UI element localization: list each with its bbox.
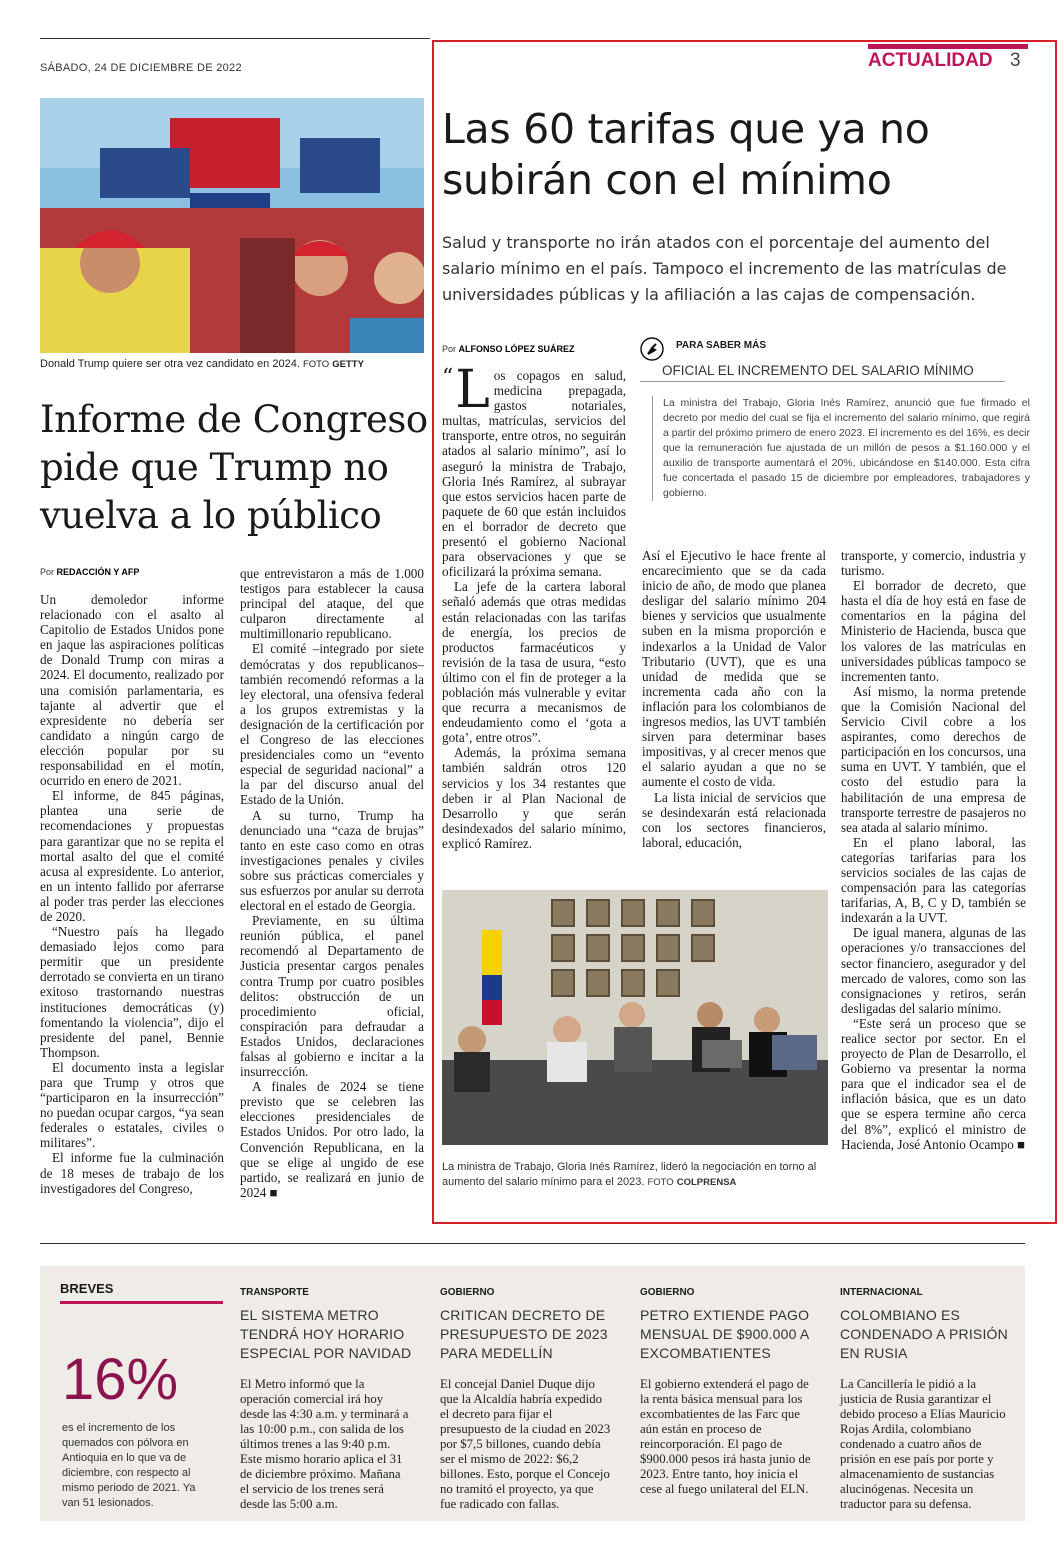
brief-item: [440, 1266, 612, 1512]
paragraph: Previamente, en su última reunión pública, el panel recomendó al Departamento de Justicia presentar cargos penales contra Trump por cuatro posibles delitos: obstrucción de un procedimiento oficial, conspiración para defraudar a Estados Unidos, declaraciones falsas al gobierno e incitar a la insurrección.: [240, 913, 424, 1080]
section-bar: [868, 44, 1028, 49]
paragraph: Además, la próxima semana también saldrán otros 120 servicios y los 34 restantes que deben ir al Plan Nacional de Desarrollo y que serán desindexados del salario mínimo, explicó Ramírez.: [442, 745, 626, 851]
photo-credit: COLPRENSA: [676, 1177, 737, 1188]
brief-kicker: TRANSPORTE: [240, 1287, 309, 1298]
breves-bar: [60, 1301, 223, 1304]
photo-caption: [40, 358, 430, 370]
left-col-2: [240, 566, 424, 1200]
main-headline: Las 60 tarifas que ya no subirán con el mínimo: [442, 105, 930, 204]
paragraph: “Nuestro país ha llegado demasiado lejos como para permitir que un presidente derrotado se convierta en un tirano exitoso trastornando nuestras instituciones democráticas (y) fomentando la violencia”, dijo el presidente del panel, Bennie Thompson.: [40, 924, 224, 1060]
sidebar-box: [640, 340, 1030, 501]
sidebar-title: OFICIAL EL INCREMENTO DEL SALARIO MÍNIMO: [640, 363, 1005, 382]
brief-title: COLOMBIANO ES CONDENADO A PRISIÓN EN RUSIA: [840, 1307, 1008, 1361]
photo-credit-prefix: FOTO: [302, 359, 330, 370]
brief-item: [640, 1266, 812, 1497]
sidebar-label: PARA SABER MÁS: [676, 340, 767, 351]
trump-rally-photo: [40, 98, 424, 353]
paragraph: Así el Ejecutivo le hace frente al encarecimiento que se da cada inicio de año, de modo que planea desligar del salario mínimo 204 bienes y servicios que usualmente suben en la misma proporción e indexarlos a la Unidad de Valor Tributario (UVT), que es una unidad de medida que se incrementa cada año con la inflación para los colombianos de ingresos medios, las UVT también sirven para determinar bases impositivas, y al crecer menos que el salario ayudan a que no se aumente el costo de vida.: [642, 548, 826, 790]
breves-section: [40, 1266, 1025, 1521]
paragraph: Un demoledor informe relacionado con el asalto al Capitolio de Estados Unidos pone en jaque las aspiraciones políticas de Donald Trump con miras a 2024. El documento, realizado por una comisión parlamentaria, es tajante al advertir que el expresidente no debería ser candidato a ningún cargo de elección popular por su responsabilidad en el motín, ocurrido en enero de 2021.: [40, 592, 224, 789]
big-number: 16%: [62, 1347, 179, 1412]
brief-text: El gobierno extenderá el pago de la renta básica mensual para los excombatientes de las Farc que aún están en proceso de reincorporación. El pago de $900.000 pesos irá hasta junio de 2023. Entre tanto, hoy inicia el cese al fuego unilateral del ELN.: [640, 1377, 811, 1496]
brief-kicker: GOBIERNO: [440, 1287, 495, 1298]
brief-title: CRITICAN DECRETO DE PRESUPUESTO DE 2023 PARA MEDELLÍN: [440, 1307, 608, 1361]
section-label: ACTUALIDAD: [868, 50, 993, 71]
paragraph: El informe, de 845 páginas, plantea una serie de recomendaciones y propuestas para garantizar que no se repita el mortal asalto del que el comité acusa al expresidente. Lo anterior, en un intento fallido por aferrarse al poder tras perder las elecciones de 2020.: [40, 788, 224, 924]
quote-mark: “: [442, 365, 454, 390]
brief-text: El Metro informó que la operación comercial irá hoy desde las 4:30 a.m. y terminará a las 10:00 p.m., con salida de los últimos trenes a las 9:40 p.m. Este mismo horario aplica el 31 de diciembre próximo. Mañana el servicio de los trenes será desde las 5:00 a.m.: [240, 1377, 409, 1511]
breves-label: BREVES: [60, 1281, 114, 1296]
brief-kicker: GOBIERNO: [640, 1287, 695, 1298]
paragraph: De igual manera, algunas de las operaciones y/o transacciones del sector financiero, asegurador y del mercado de valores, como son las consignaciones y retiros, serán desligadas del salario mínimo.: [841, 925, 1026, 1016]
paragraph: transporte, y comercio, industria y turismo.: [841, 548, 1026, 579]
caption-text: La ministra de Trabajo, Gloria Inés Ramírez, lideró la negociación en torno al aumento del salario mínimo para el 2023.: [442, 1161, 817, 1188]
paragraph: que entrevistaron a más de 1.000 testigos para establecer la causa principal del ataque, del que culparon directamente al multimillonario republicano.: [240, 566, 424, 642]
paragraph: La lista inicial de servicios que se desindexarán está relacionada con los sectores financieros, laboral, educación,: [642, 789, 826, 850]
brief-item: [840, 1266, 1012, 1512]
paragraph: El comité –integrado por siete demócratas y dos republicanos– también recomendó reformas a la ley electoral, una ofensiva federal a los grupos extremistas y la designación de la certificación por el Congreso de las elecciones presidenciales como un “evento especial de seguridad nacional” a la par del discurso anual del Estado de la Unión.: [240, 641, 424, 808]
paragraph: El borrador de decreto, que hasta el día de hoy está en fase de comentarios en la página del Ministerio de Hacienda, busca que los valores de las matrículas en universidades públicas tampoco se incrementen tanto.: [841, 578, 1026, 684]
left-headline: Informe de Congreso pide que Trump no vuelva a lo público: [40, 398, 428, 537]
big-number-text: es el incremento de los quemados con pólvora en Antioquia en lo que va de diciembre, con respecto al mismo periodo de 2021. Ya van 51 lesionados.: [62, 1422, 196, 1509]
section-rule: [40, 1243, 1025, 1244]
paragraph: “Este será un proceso que se realice sector por sector. En el proyecto de Plan de Desarrollo, el Gobierno va presentar la norma para que el indicador sea el de inflación básica, que es un dato que se espera termine año cerca del 8%”, explicó el ministro de Hacienda, José Antonio Ocampo ■: [841, 1015, 1026, 1152]
drop-cap: L: [455, 360, 490, 420]
brief-title: PETRO EXTIENDE PAGO MENSUAL DE $900.000 A EXCOMBATIENTES: [640, 1307, 810, 1361]
main-byline: [442, 344, 575, 354]
main-col-1: [442, 360, 626, 851]
brief-text: El concejal Daniel Duque dijo que la Alcaldía habría expedido el decreto para fijar el presupuesto de la ciudad en 2023 por $7,5 billones, cuando debía ser el mismo de 2022: $6,2 billones. Esto, porque el Concejo no tramitó el proyecto, ya que fue radicado con fallas.: [440, 1377, 611, 1511]
byline-author: REDACCIÓN Y AFP: [56, 567, 140, 577]
main-photo-caption: [442, 1160, 826, 1190]
brief-kicker: INTERNACIONAL: [840, 1287, 923, 1298]
left-col-1: [40, 592, 224, 1196]
main-col-2: [642, 548, 826, 850]
main-col-3: [841, 548, 1026, 1152]
paragraph: Así mismo, la norma pretende que la Comisión Nacional del Servicio Civil cobre a los aspirantes, como derechos de participación en los concursos, una suma en UVT. Y también, que el costo del estudio para la habilitación de una empresa de transporte terrestre de pasajeros no sea atada al salario mínimo.: [841, 683, 1026, 835]
sidebar-body: La ministra del Trabajo, Gloria Inés Ramírez, anunció que fue firmado el decreto por medio del cual se fija el incremento del salario mínimo, que regirá a partir del próximo primero de enero 2023. El incremento es del 16%, es decir que la remuneración fue ajustada de un millón de pesos a $1.160.000 y el auxilio de transporte aumentará el 20%, ubicándose en $140.000. Esta cifra fue concertada el pasado 15 de diciembre por empleadores, trabajadores y gobierno.: [652, 396, 1030, 501]
photo-credit: GETTY: [332, 359, 364, 370]
pin-icon: [640, 337, 664, 361]
byline-author: ALFONSO LÓPEZ SUÁREZ: [458, 344, 575, 354]
photo-credit-prefix: FOTO: [647, 1177, 674, 1188]
paragraph: En el plano laboral, las categorías tarifarias para los servicios sociales de las cajas de compensación para las categorías tarifarias, A, B, C y D, también se indexarán a la UVT.: [841, 834, 1026, 926]
caption-text: Donald Trump quiere ser otra vez candidato en 2024.: [40, 358, 300, 370]
brief-title: EL SISTEMA METRO TENDRÁ HOY HORARIO ESPECIAL POR NAVIDAD: [240, 1307, 412, 1361]
paragraph: A finales de 2024 se tiene previsto que se celebren las elecciones presidenciales de Estados Unidos. Por otro lado, la Convención Republicana, en la que se elige al ungido de ese partido, se realizará en junio de 2024 ■: [240, 1079, 424, 1200]
byline-prefix: Por: [40, 567, 55, 577]
paragraph: El documento insta a legislar para que Trump y otros que “participaron en la insurrección” no puedan ocupar cargos, “ya sean federales o estatales, civiles o militares”.: [40, 1059, 224, 1151]
top-rule: [40, 38, 430, 39]
paragraph: El informe fue la culminación de 18 meses de trabajo de los investigadores del Congreso,: [40, 1150, 224, 1196]
paragraph: A su turno, Trump ha denunciado una “caza de brujas” tanto en este caso como en otras investigaciones penales y civiles sobre sus prácticas comerciales y sus esfuerzos por anular su derrota electoral en el estado de Georgia.: [240, 807, 424, 914]
lead-paragraph: os copagos en salud, medicina prepagada, gastos notariales, multas, matrículas, servicios del transporte, entre otros, no seguirán atados al salario mínimo”, así lo aseguró la ministra de Trabajo, Gloria Inés Ramírez, al subrayar que estos servicios hacen parte de paquete de 60 que están incluidos en el borrador de decreto que presentó el gobierno Nacional para observaciones y que se oficilizará la próxima semana.: [442, 368, 626, 580]
byline-prefix: Por: [442, 344, 457, 354]
main-deck: Salud y transporte no irán atados con el porcentaje del aumento del salario mínimo en el país. Tampoco el incremento de las matrículas de universidades públicas y la afiliación a las cajas de compensación.: [442, 233, 1007, 304]
brief-text: La Cancillería le pidió a la justicia de Rusia garantizar el debido proceso a Elías Mauricio Rojas Ardila, colombiano condenado a cuatro años de prisión en ese país por porte y almacenamiento de sustancias alucinógenas. Necesita un traductor para su defensa.: [840, 1377, 1006, 1511]
page-number: 3: [1010, 50, 1021, 71]
paragraph: La jefe de la cartera laboral señaló además que otras medidas están relacionadas con las tarifas de energía, los precios de productos farmacéuticos y revisión de la tasa de usura, “esto último con el fin de proteger a la población más vulnerable y evitar que recurra a mecanismos de endeudamiento como el ‘gota a gota’, entre otros”.: [442, 579, 626, 746]
left-byline: [40, 567, 139, 577]
minister-meeting-photo: [442, 890, 828, 1145]
brief-item: [240, 1266, 412, 1512]
edition-date: SÁBADO, 24 DE DICIEMBRE DE 2022: [40, 62, 242, 74]
